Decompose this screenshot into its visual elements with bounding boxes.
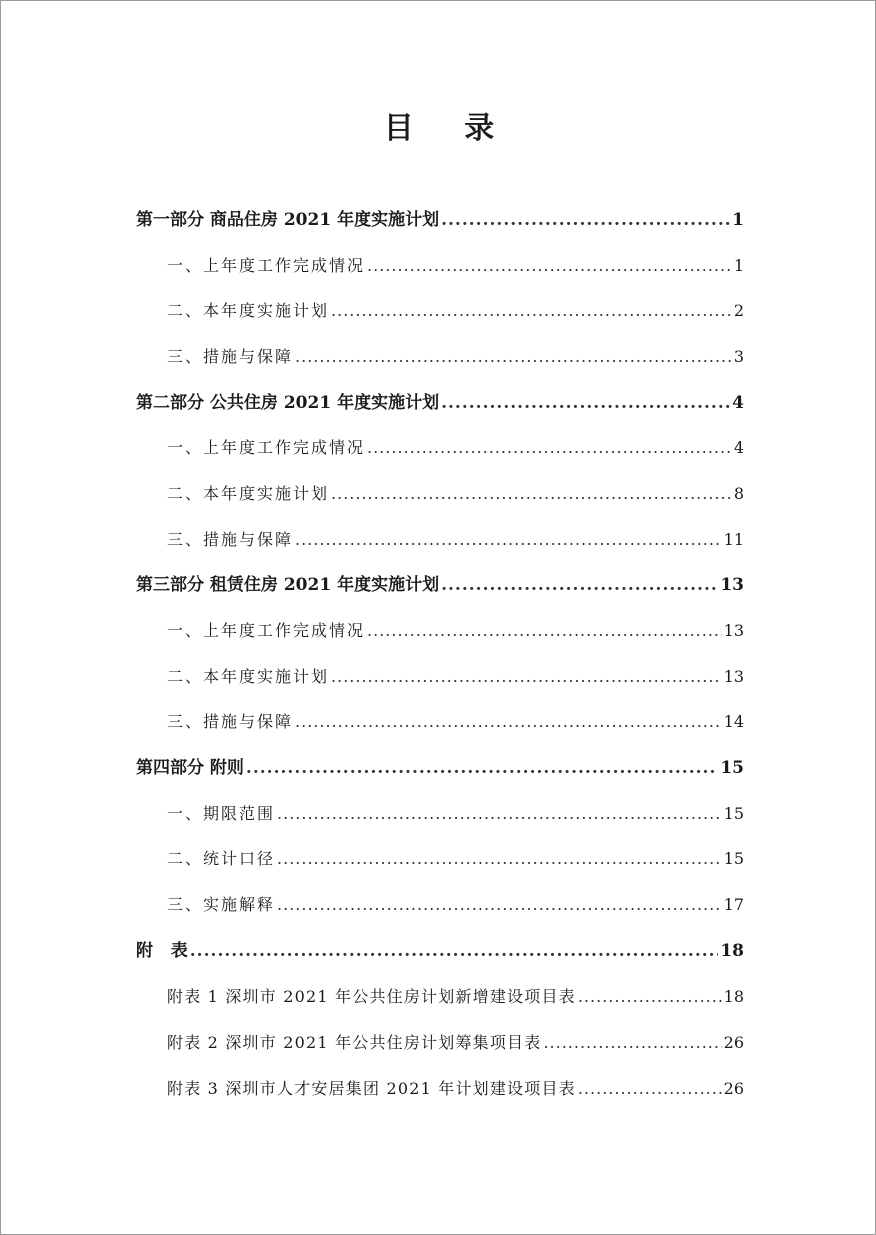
toc-entry-section[interactable] [167,433,744,463]
toc-leader-dots [367,616,722,646]
toc-page-number: 13 [723,621,744,640]
toc-entry-title: 二、本年度实施计划 [167,667,330,686]
toc-entry-title: 三、措施与保障 [167,347,294,366]
toc-entry-title: 第二部分 公共住房 2021 年度实施计划 [136,393,440,413]
toc-page-number: 2 [733,301,744,320]
toc-page-number: 4 [732,393,744,413]
toc-entry-appendix-table-1[interactable] [167,982,744,1012]
toc-entry-section[interactable] [167,890,744,920]
toc-page-number: 15 [723,849,744,868]
toc-leader-dots [578,982,722,1012]
toc-entry-part-3[interactable] [136,570,744,600]
toc-entry-title: 二、统计口径 [167,849,276,868]
toc-entry-title: 一、期限范围 [167,804,276,823]
toc-leader-dots [331,296,732,326]
toc-entry-section[interactable] [167,844,744,874]
toc-entry-title: 第一部分 商品住房 2021 年度实施计划 [136,210,440,230]
toc-page-number: 3 [733,347,744,366]
toc-entry-title: 二、本年度实施计划 [167,484,330,503]
toc-leader-dots [441,388,730,418]
toc-leader-dots [190,936,719,966]
toc-entry-section[interactable] [167,707,744,737]
toc-page-number: 1 [732,210,744,230]
toc-entry-title: 一、上年度工作完成情况 [167,256,366,275]
toc-page-number: 8 [733,484,744,503]
toc-leader-dots [441,205,730,235]
toc-entry-title: 第三部分 租赁住房 2021 年度实施计划 [136,575,440,595]
toc-leader-dots [277,799,722,829]
toc-entry-title: 三、措施与保障 [167,530,294,549]
toc-entry-title: 三、实施解释 [167,895,276,914]
toc-entry-part-1[interactable] [136,205,744,235]
toc-page-number: 18 [720,941,744,961]
toc-entry-part-2[interactable] [136,388,744,418]
toc-leader-dots [295,342,732,372]
toc-entry-section[interactable] [167,342,744,372]
toc-entry-appendix-table-2[interactable] [167,1028,744,1058]
toc-page-number: 18 [723,987,744,1006]
toc-leader-dots [331,479,732,509]
toc-leader-dots [543,1028,721,1058]
toc-entry-appendix-table-3[interactable] [167,1074,744,1104]
toc-entry-title: 一、上年度工作完成情况 [167,621,366,640]
toc-leader-dots [277,844,722,874]
toc-leader-dots [331,662,722,692]
toc-page-number: 17 [723,895,744,914]
toc-leader-dots [295,707,722,737]
toc-page-number: 26 [723,1033,744,1052]
toc-page-number: 14 [723,712,744,731]
toc-entry-section[interactable] [167,799,744,829]
toc-entry-title: 附表 3 深圳市人才安居集团 2021 年计划建设项目表 [167,1079,576,1098]
toc-entry-title: 第四部分 附则 [136,758,244,778]
toc-entry-part-4[interactable] [136,753,744,783]
toc-page-number: 4 [733,438,744,457]
toc-page-number: 11 [723,530,744,549]
toc-leader-dots [367,433,732,463]
toc-page-number: 13 [723,667,744,686]
toc-leader-dots [367,251,732,281]
toc-leader-dots [441,570,718,600]
toc-entry-section[interactable] [167,662,744,692]
toc-entry-title: 附表 1 深圳市 2021 年公共住房计划新增建设项目表 [167,987,576,1006]
page-title: 目 录 [383,111,515,146]
toc-page-number: 26 [723,1079,744,1098]
toc-entry-section[interactable] [167,525,744,555]
toc-page-number: 13 [720,575,744,595]
toc-entry-section[interactable] [167,251,744,281]
toc-entry-title: 二、本年度实施计划 [167,301,330,320]
toc-leader-dots [295,525,722,555]
toc-entry-appendix[interactable] [136,936,744,966]
toc-leader-dots [277,890,722,920]
toc-leader-dots [578,1074,722,1104]
toc-page-number: 1 [733,256,744,275]
toc-entry-section[interactable] [167,479,744,509]
toc-entry-section[interactable] [167,616,744,646]
toc-entry-title: 附 表 [136,941,188,961]
toc-entry-title: 附表 2 深圳市 2021 年公共住房计划筹集项目表 [167,1033,542,1052]
toc-page-number: 15 [720,758,744,778]
toc-page-number: 15 [723,804,744,823]
toc-entry-title: 一、上年度工作完成情况 [167,438,366,457]
toc-entry-section[interactable] [167,296,744,326]
toc-entry-title: 三、措施与保障 [167,712,294,731]
toc-leader-dots [246,753,718,783]
